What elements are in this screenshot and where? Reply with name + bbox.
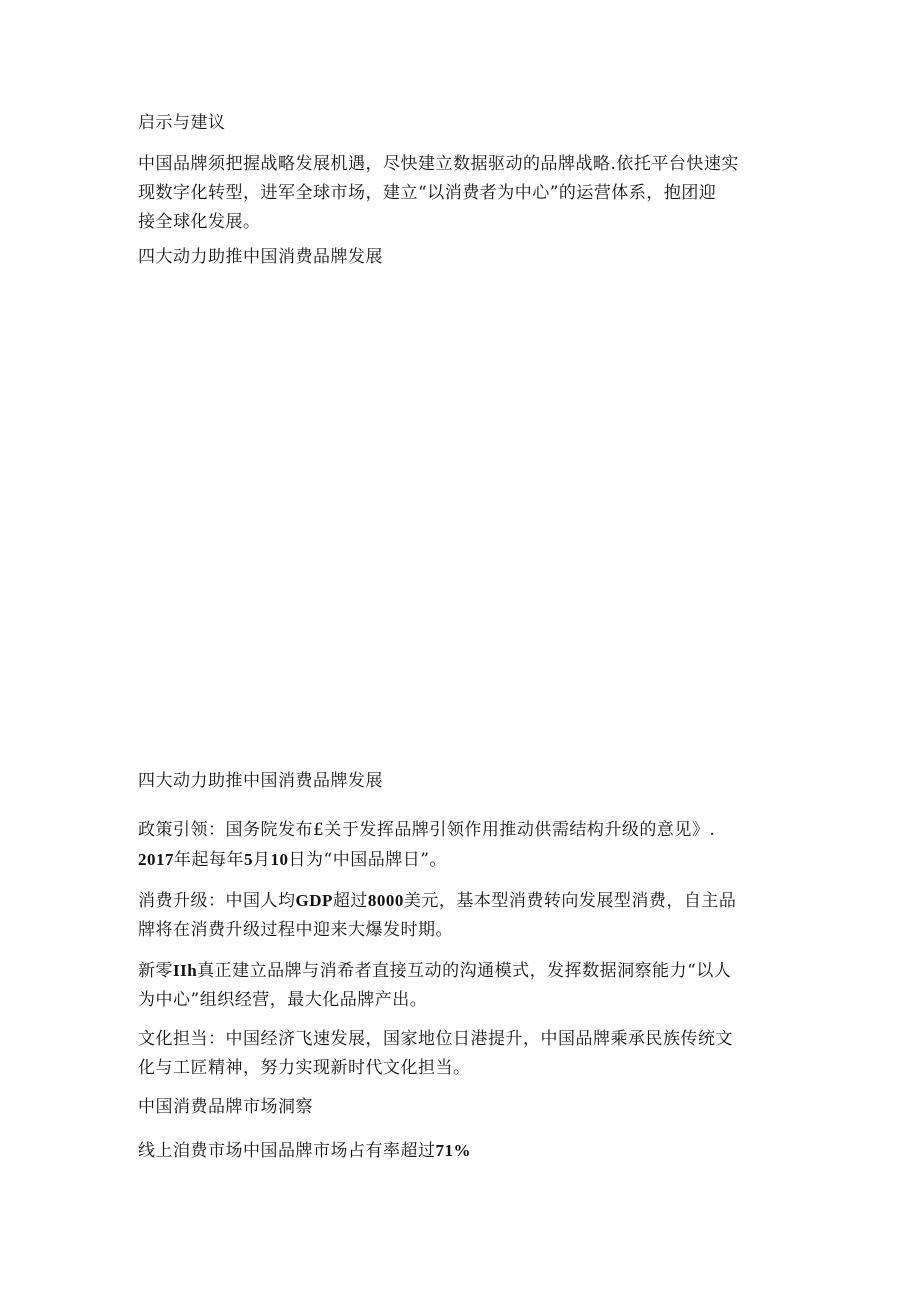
paragraph-new-retail [138,956,778,1015]
heading-insights [138,109,778,138]
text-fragment: 月 [253,850,271,870]
heading-text: 启示与建议 [138,113,226,133]
paragraph-line [138,956,778,986]
paragraph-line: 牌将在消费升级过程中迎来大爆发时期。 [138,920,453,940]
paragraph-line [138,845,778,875]
heading-market-insight [138,1093,778,1122]
paragraph-line: 文化担当：中国经济飞速发展，国家地位日港提升，中国品牌乘承民族传统文 [138,1029,733,1049]
heading-text: 四大动力助推中国消费品牌发展 [138,771,383,791]
month-value: 5 [244,850,253,869]
text-fragment-latin: IIh [173,961,198,980]
paragraph-line: 化与工匠精神，努力实现新时代文化担当。 [138,1058,471,1078]
text-fragment: 日为“中国品牌日”。 [288,850,447,870]
gdp-value: 8000 [367,891,404,910]
text-fragment: 超过 [332,891,368,911]
paragraph-line: 接全球化发展。 [138,212,261,232]
paragraph-line: 现数字化转型，进军全球市场，建立“以消费者为中心”的运营体系，抱团迎 [138,183,717,203]
paragraph-line: 中国品牌须把握战略发展机遇，尽快建立数据驱动的品牌战略.依托平台快速实 [138,154,739,174]
text-fragment: 新零 [138,961,173,981]
heading-text: 四大动力助推中国消费品牌发展 [138,247,383,267]
day-value: 10 [270,850,289,869]
heading-text: 中国消费品牌市场洞察 [138,1097,313,1117]
paragraph-line [138,1136,778,1166]
heading-four-drivers-top [138,243,778,272]
paragraph-insights [138,150,778,237]
text-fragment: 线上洎费市场中国品牌市场占有率超过 [138,1141,436,1161]
gdp-label: GDP [295,891,333,910]
paragraph-line [138,886,778,916]
heading-four-drivers [138,767,778,796]
paragraph-policy [138,816,778,875]
paragraph-line: 政策引领：国务院发布£关于发挥品牌引领作用推动供需结构升级的意见》. [138,820,716,840]
text-fragment: 美元，基本型消费转向发展型消费，自主品 [403,891,737,911]
text-fragment: 年起每年 [174,850,244,870]
year-value: 2017 [138,850,174,869]
paragraph-market-share [138,1136,778,1166]
paragraph-consumption [138,886,778,945]
blank-figure-area [138,290,778,740]
paragraph-line: 为中心”组织经营，最大化品牌产出。 [138,990,428,1010]
paragraph-culture [138,1025,778,1083]
text-fragment: 消费升级：中国人均 [138,891,296,911]
text-fragment: 真正建立品牌与消希者直接互动的沟通模式，发挥数据洞察能力“以人 [197,961,732,981]
market-share-value: 71% [435,1141,471,1160]
